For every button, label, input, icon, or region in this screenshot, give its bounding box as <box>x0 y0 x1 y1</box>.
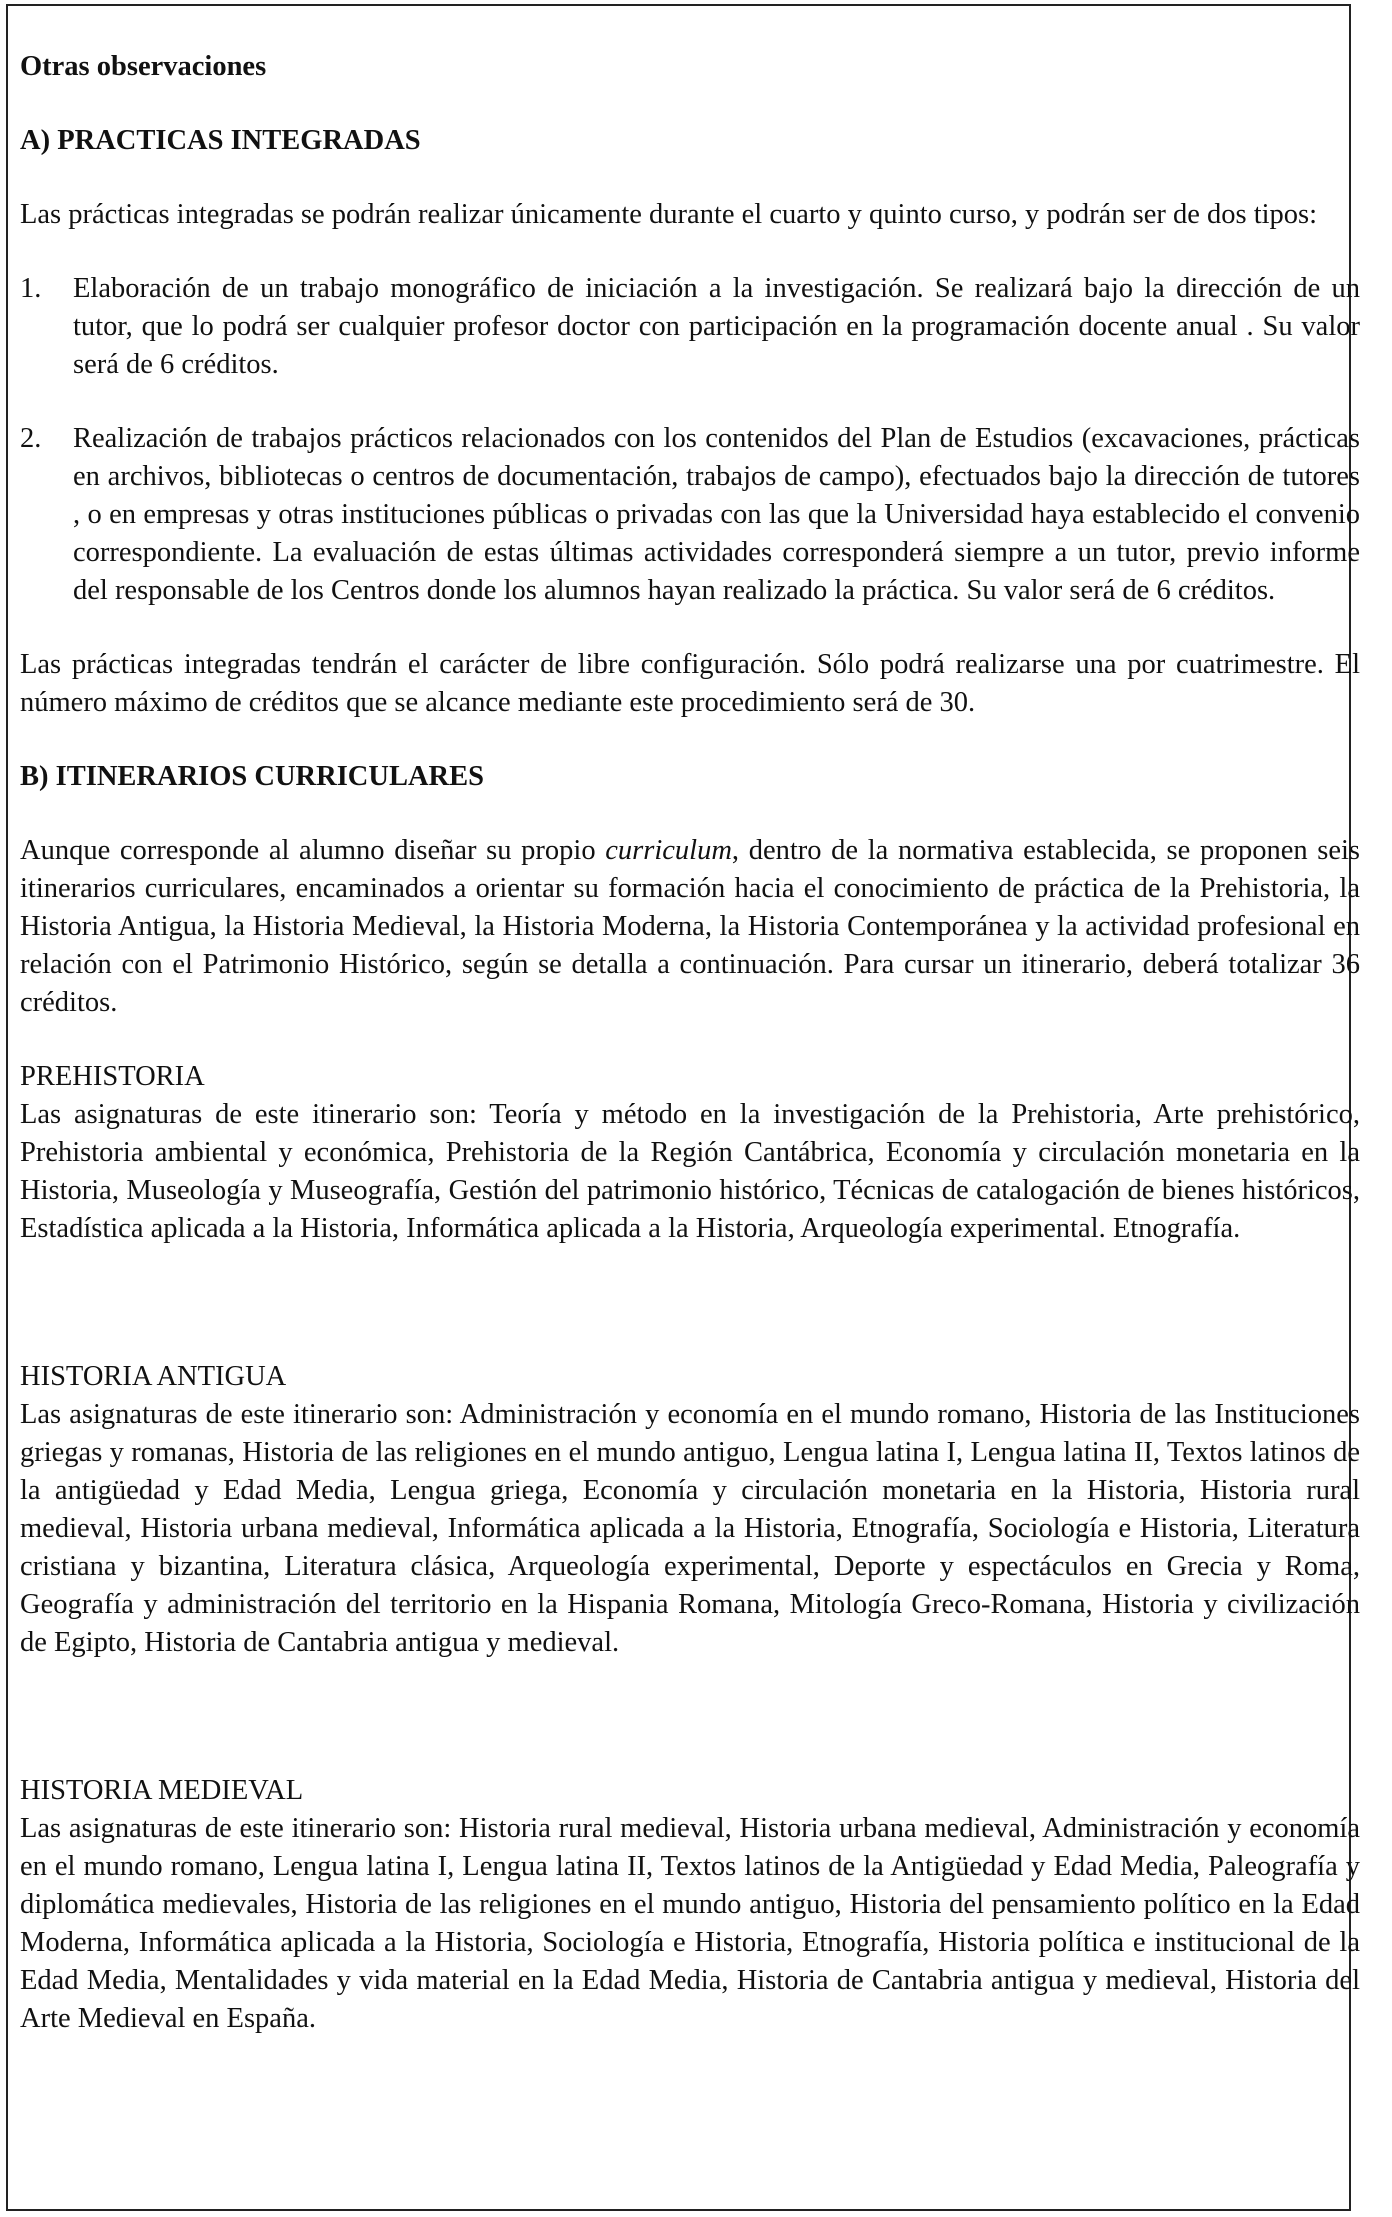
list-item-text: Realización de trabajos prácticos relacionados con los contenidos del Plan de Estudios (excavaciones, prácticas en archivos, bibliotecas o centros de documentación, trabajos de campo), efectuados bajo la dirección de tutores , o en empresas y otras instituciones públicas o privadas con las que la Universidad haya establecido el convenio correspondiente. La evaluación de estas últimas actividades corresponderá siempre a un tutor, previo informe del responsable de los Centros donde los alumnos hayan realizado la práctica. Su valor será de 6 créditos. <box>73 423 1360 606</box>
list-item-number: 1. <box>20 273 42 304</box>
section-b-intro-start: Aunque corresponde al alumno diseñar su propio <box>20 835 606 866</box>
list-item-2 <box>20 420 1360 610</box>
list-item-number: 2. <box>20 423 42 454</box>
itinerary-text-historia-antigua: Las asignaturas de este itinerario son: Administración y economía en el mundo romano, Historia de las Instituciones griegas y romanas, Historia de las religiones en el mundo antiguo, Lengua latina I, Lengua latina II, Textos latinos de la antigüedad y Edad Media, Lengua griega, Economía y circulación monetaria en la Historia, Historia rural medieval, Historia urbana medieval, Informática aplicada a la Historia, Etnografía, Sociología e Historia, Literatura cristiana y bizantina, Literatura clásica, Arqueología experimental, Deporte y espectáculos en Grecia y Roma, Geografía y administración del territorio en la Hispania Romana, Mitología Greco-Romana, Historia y civilización de Egipto, Historia de Cantabria antigua y medieval. <box>20 1399 1360 1658</box>
document-body <box>20 48 1360 2038</box>
list-item-1 <box>20 270 1360 384</box>
document-title: Otras observaciones <box>20 51 267 82</box>
itinerary-text-historia-medieval: Las asignaturas de este itinerario son: Historia rural medieval, Historia urbana medieval, Administración y economía en el mundo romano, Lengua latina I, Lengua latina II, Textos latinos de la Antigüedad y Edad Media, Paleografía y diplomática medievales, Historia de las religiones en el mundo antiguo, Historia del pensamiento político en la Edad Moderna, Informática aplicada a la Historia, Sociología e Historia, Etnografía, Historia política e institucional de la Edad Media, Mentalidades y vida material en la Edad Media, Historia de Cantabria antigua y medieval, Historia del Arte Medieval en España. <box>20 1813 1360 2034</box>
itinerary-text-prehistoria: Las asignaturas de este itinerario son: Teoría y método en la investigación de la Prehistoria, Arte prehistórico, Prehistoria ambiental y económica, Prehistoria de la Región Cantábrica, Economía y circulación monetaria en la Historia, Museología y Museografía, Gestión del patrimonio histórico, Técnicas de catalogación de bienes históricos, Estadística aplicada a la Historia, Informática aplicada a la Historia, Arqueología experimental. Etnografía. <box>20 1099 1360 1244</box>
section-a-closing: Las prácticas integradas tendrán el carácter de libre configuración. Sólo podrá realizarse una por cuatrimestre. El número máximo de créditos que se alcance mediante este procedimiento será de 30. <box>20 649 1360 718</box>
list-item-text: Elaboración de un trabajo monográfico de iniciación a la investigación. Se realizará bajo la dirección de un tutor, que lo podrá ser cualquier profesor doctor con participación en la programación docente anual . Su valor será de 6 créditos. <box>73 273 1360 380</box>
section-b-intro <box>20 832 1360 1022</box>
section-a-heading: A) PRACTICAS INTEGRADAS <box>20 125 421 156</box>
section-b-heading: B) ITINERARIOS CURRICULARES <box>20 761 485 792</box>
curriculum-term: curriculum <box>605 835 732 866</box>
section-b-intro-end: , dentro de la normativa establecida, se proponen seis itinerarios curriculares, encaminados a orientar su formación hacia el conocimiento de práctica de la Prehistoria, la Historia Antigua, la Historia Medieval, la Historia Moderna, la Historia Contemporánea y la actividad profesional en relación con el Patrimonio Histórico, según se detalla a continuación. Para cursar un itinerario, deberá totalizar 36 créditos. <box>20 835 1361 1018</box>
itinerary-title-historia-antigua: HISTORIA ANTIGUA <box>20 1361 287 1392</box>
section-a-intro: Las prácticas integradas se podrán realizar únicamente durante el cuarto y quinto curso, y podrán ser de dos tipos: <box>20 199 1318 230</box>
itinerary-title-prehistoria: PREHISTORIA <box>20 1061 205 1092</box>
itinerary-title-historia-medieval: HISTORIA MEDIEVAL <box>20 1775 304 1806</box>
